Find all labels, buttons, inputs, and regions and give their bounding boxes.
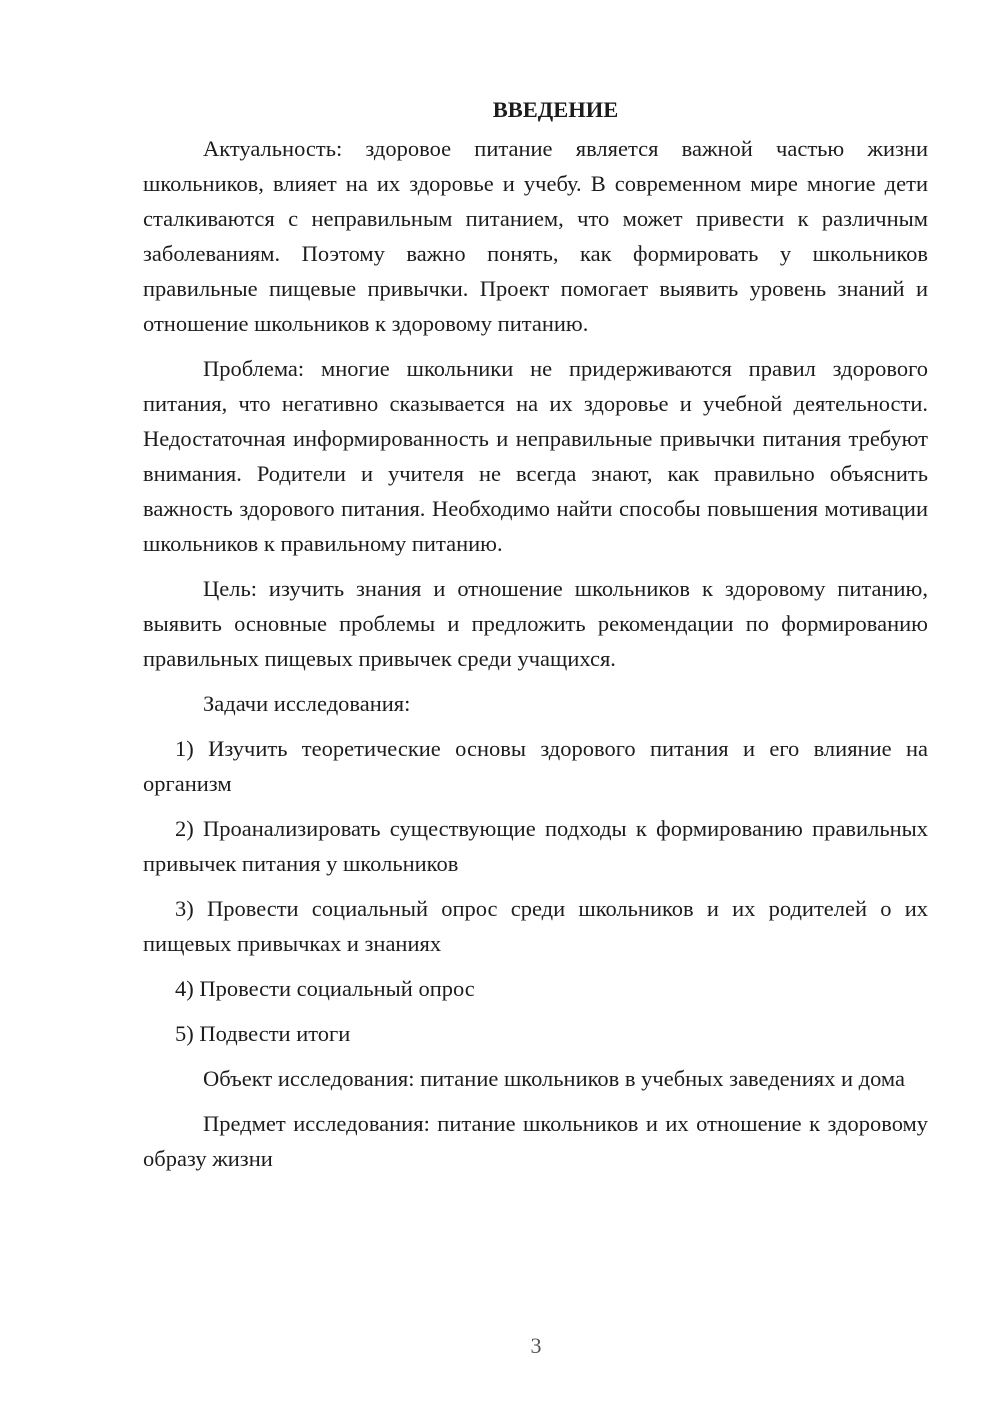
tasks-heading: Задачи исследования: — [203, 691, 411, 716]
page-number: 3 — [530, 1333, 542, 1358]
task-item-3: 3) Провести социальный опрос среди школьников и их родителей о их пищевых привычках и знаниях — [143, 896, 928, 956]
task-item-4: 4) Провести социальный опрос — [175, 976, 475, 1001]
object-paragraph: Объект исследования: питание школьников в учебных заведениях и дома — [203, 1066, 905, 1091]
task-item-2: 2) Проанализировать существующие подходы к формированию правильных привычек питания у школьников — [143, 816, 928, 876]
task-item-5: 5) Подвести итоги — [175, 1021, 351, 1046]
relevance-paragraph: Актуальность: здоровое питание является важной частью жизни школьников, влияет на их здоровье и учебу. В современном мире многие дети сталкиваются с неправильным питанием, что может привести к различным заболеваниям. Поэтому важно понять, как формировать у школьников правильные пищевые привычки. Проект помогает выявить уровень знаний и отношение школьников к здоровому питанию. — [143, 136, 928, 336]
goal-paragraph: Цель: изучить знания и отношение школьников к здоровому питанию, выявить основные проблемы и предложить рекомендации по формированию правильных пищевых привычек среди учащихся. — [143, 576, 928, 671]
subject-paragraph: Предмет исследования: питание школьников и их отношение к здоровому образу жизни — [143, 1111, 928, 1171]
page-title: ВВЕДЕНИЕ — [492, 97, 619, 122]
task-item-1: 1) Изучить теоретические основы здорового питания и его влияние на организм — [143, 736, 928, 796]
problem-paragraph: Проблема: многие школьники не придерживаются правил здорового питания, что негативно сказывается на их здоровье и учебной деятельности. Недостаточная информированность и неправильные привычки питания требуют внимания. Родители и учителя не всегда знают, как правильно объяснить важность здорового питания. Необходимо найти способы повышения мотивации школьников к правильному питанию. — [143, 356, 928, 556]
